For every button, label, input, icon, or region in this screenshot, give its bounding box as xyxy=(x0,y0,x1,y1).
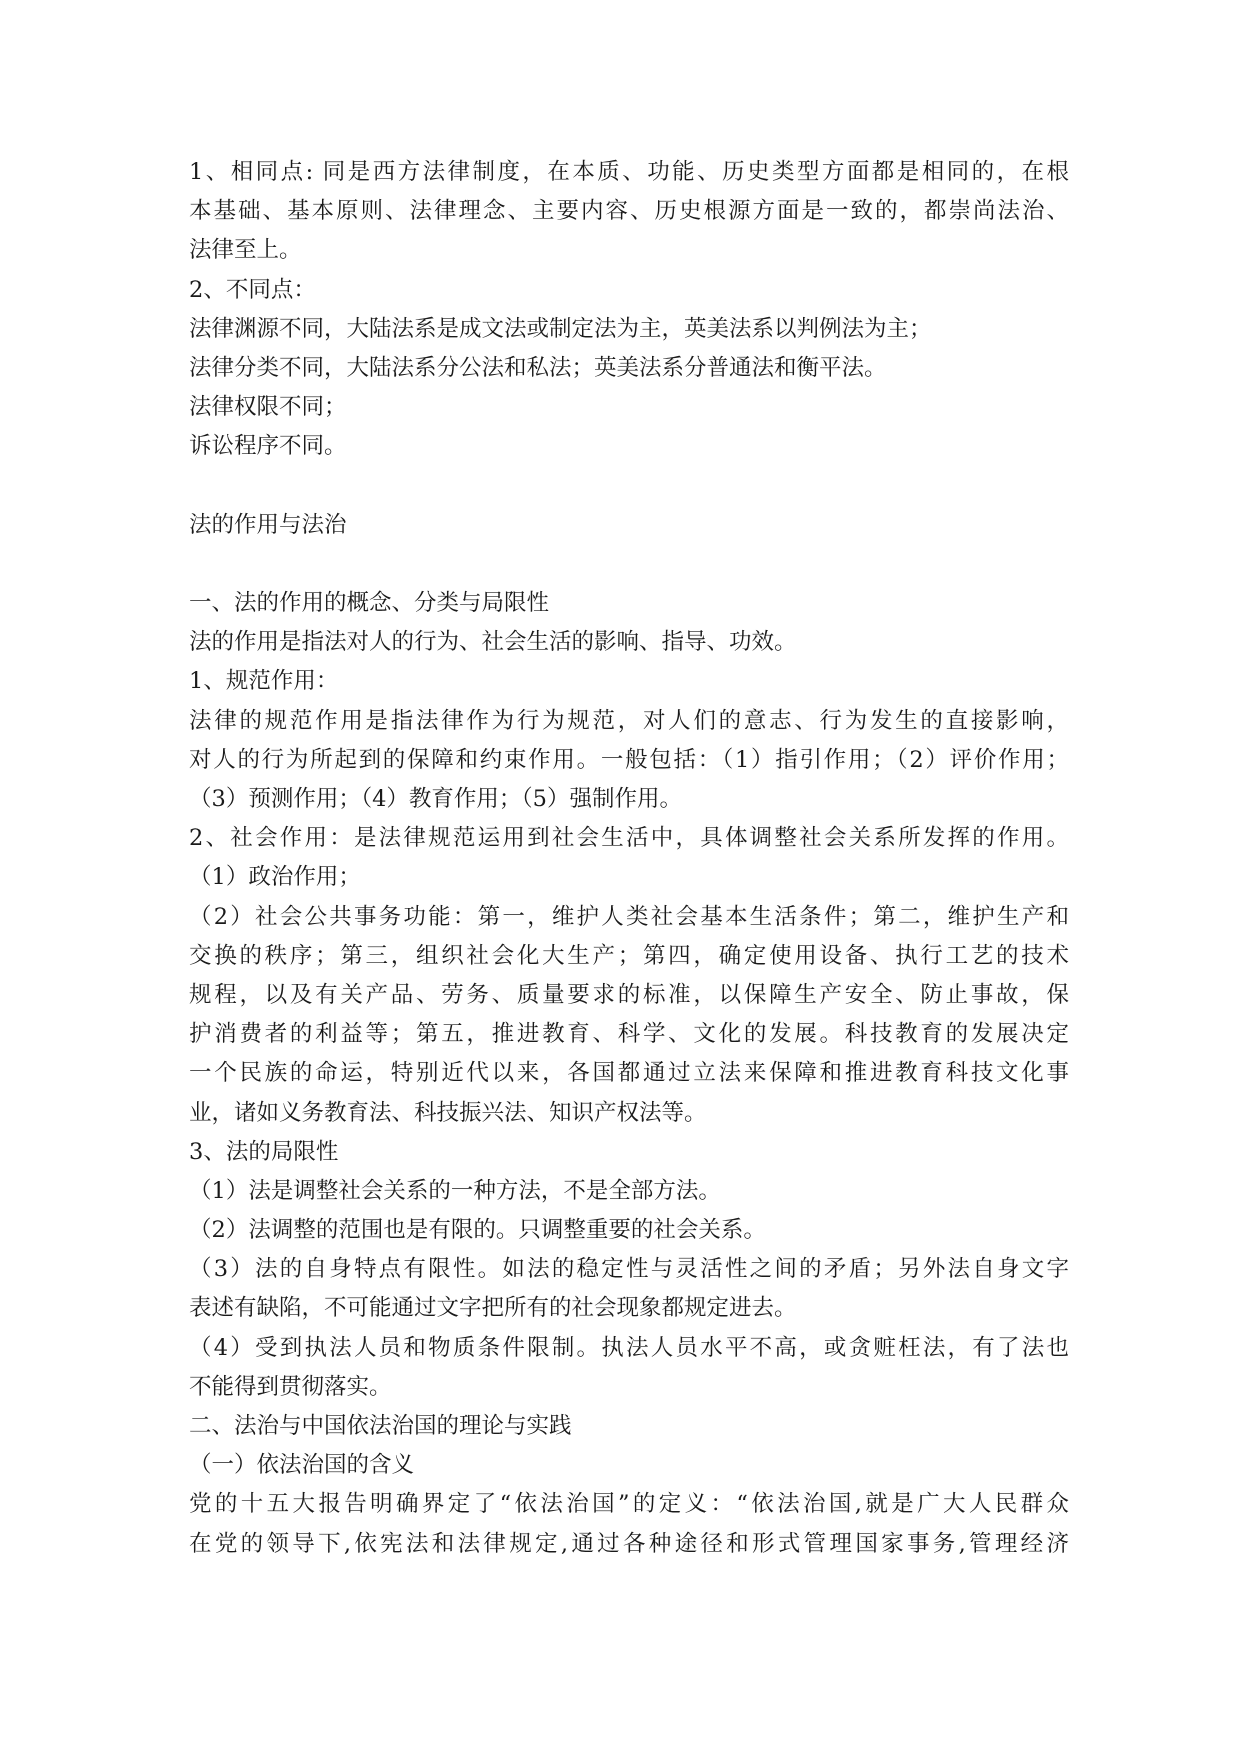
paragraph-line: 1、相同点: 同是西方法律制度，在本质、功能、历史类型方面都是相同的，在根 xyxy=(189,159,1069,185)
section-heading: 3、法的局限性 xyxy=(189,1138,339,1165)
paragraph-line: 1、规范作用： xyxy=(189,668,339,695)
subsection-heading: （一）依法治国的含义 xyxy=(189,1452,415,1479)
paragraph-line: 交换的秩序；第三，组织社会化大生产；第四，确定使用设备、执行工艺的技术 xyxy=(189,942,1069,969)
paragraph-line: 党的十五大报告明确界定了“依法治国”的定义：“依法治国,就是广大人民群众 xyxy=(189,1491,1069,1518)
paragraph-line: 规程，以及有关产品、劳务、质量要求的标准，以保障生产安全、防止事故，保 xyxy=(189,981,1069,1008)
section-title: 法的作用与法治 xyxy=(189,511,347,538)
paragraph-line: 法律分类不同，大陆法系分公法和私法；英美法系分普通法和衡平法。 xyxy=(189,354,887,381)
paragraph-line: 法律渊源不同，大陆法系是成文法或制定法为主，英美法系以判例法为主； xyxy=(189,315,932,342)
paragraph-line: 业，诸如义务教育法、科技振兴法、知识产权法等。 xyxy=(189,1099,707,1126)
paragraph-line: （3）预测作用；（4）教育作用；（5）强制作用。 xyxy=(189,786,682,812)
paragraph-line: 不能得到贯彻落实。 xyxy=(189,1373,392,1400)
paragraph-line: 法律至上。 xyxy=(189,237,302,264)
document-body xyxy=(189,153,1069,1564)
paragraph-line: 在党的领导下,依宪法和法律规定,通过各种途径和形式管理国家事务,管理经济 xyxy=(189,1530,1069,1557)
paragraph-line: 2、不同点： xyxy=(189,276,316,303)
blank-line xyxy=(189,467,1069,506)
paragraph-line: 对人的行为所起到的保障和约束作用。一般包括：（1）指引作用；（2）评价作用； xyxy=(189,746,1069,773)
paragraph-line: （2）法调整的范围也是有限的。只调整重要的社会关系。 xyxy=(189,1217,766,1244)
paragraph-line: 一个民族的命运，特别近代以来，各国都通过立法来保障和推进教育科技文化事 xyxy=(189,1060,1069,1087)
paragraph-line: 法律的规范作用是指法律作为行为规范，对人们的意志、行为发生的直接影响， xyxy=(189,707,1069,734)
section-heading: 一、法的作用的概念、分类与局限性 xyxy=(189,590,550,617)
paragraph-line: （3）法的自身特点有限性。如法的稳定性与灵活性之间的矛盾；另外法自身文字 xyxy=(189,1256,1069,1283)
paragraph-line: （1）法是调整社会关系的一种方法，不是全部方法。 xyxy=(189,1177,721,1204)
paragraph-line: （2）社会公共事务功能：第一，维护人类社会基本生活条件；第二，维护生产和 xyxy=(189,903,1069,930)
paragraph-line: 法的作用是指法对人的行为、社会生活的影响、指导、功效。 xyxy=(189,629,797,656)
paragraph-line: 2、社会作用：是法律规范运用到社会生活中，具体调整社会关系所发挥的作用。 xyxy=(189,825,1069,852)
paragraph-line: （1）政治作用； xyxy=(189,864,361,891)
paragraph-line: 本基础、基本原则、法律理念、主要内容、历史根源方面是一致的，都崇尚法治、 xyxy=(189,198,1069,225)
paragraph-line: 法律权限不同； xyxy=(189,394,347,421)
paragraph-line: 诉讼程序不同。 xyxy=(189,433,347,460)
paragraph-line: 表述有缺陷，不可能通过文字把所有的社会现象都规定进去。 xyxy=(189,1295,797,1322)
paragraph-line: 护消费者的利益等；第五，推进教育、科学、文化的发展。科技教育的发展决定 xyxy=(189,1021,1069,1048)
section-heading: 二、法治与中国依法治国的理论与实践 xyxy=(189,1413,572,1439)
blank-line xyxy=(189,545,1069,584)
paragraph-line: （4）受到执法人员和物质条件限制。执法人员水平不高，或贪赃枉法，有了法也 xyxy=(189,1334,1069,1361)
